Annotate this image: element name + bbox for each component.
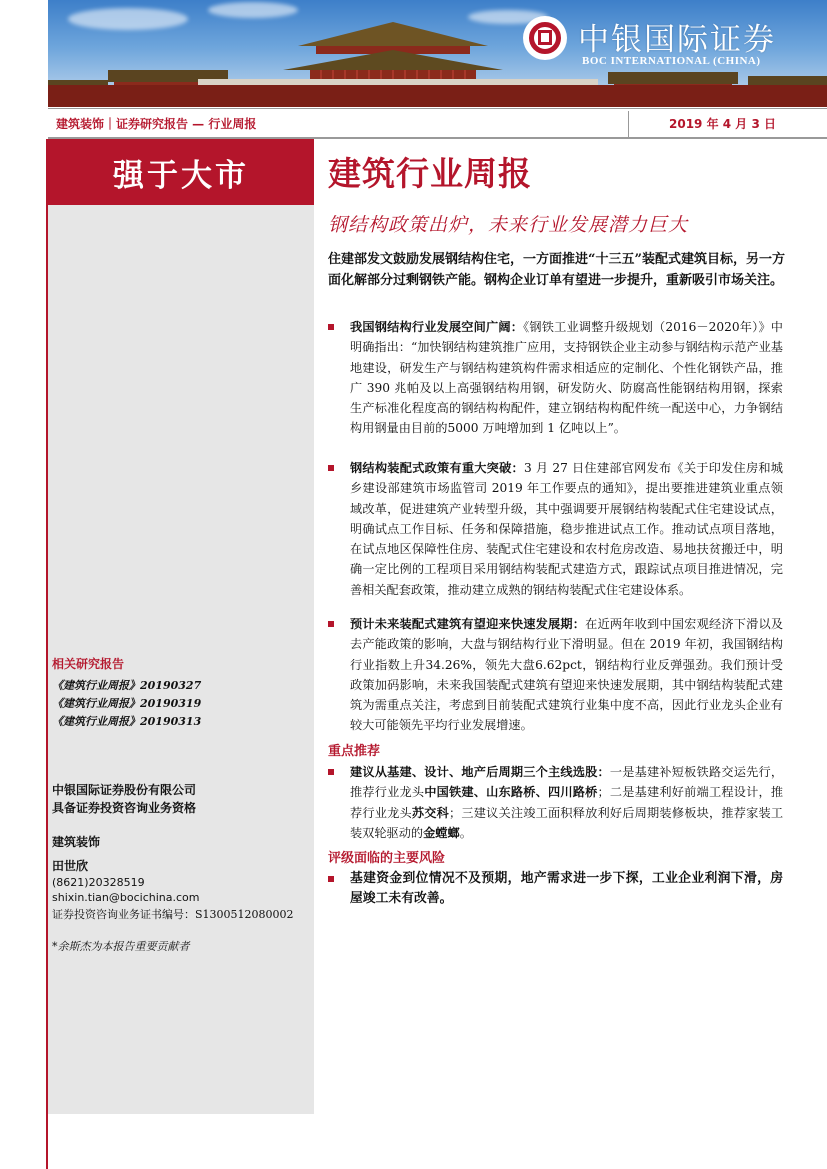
analyst-name: 田世欣	[52, 859, 89, 873]
risk-item	[328, 869, 783, 910]
bullet-square-icon	[328, 876, 334, 882]
bullet-item	[328, 458, 783, 600]
bullet-item	[328, 614, 783, 736]
bullet-square-icon	[328, 621, 334, 627]
breadcrumb: 建筑装饰｜证券研究报告 — 行业周报	[56, 117, 257, 131]
bullet-text: 3 月 27 日住建部官网发布《关于印发住房和城乡建设部建筑市场监管司 2019 年工作要点的通知》，提出要推进建筑业重点领域改革，促进建筑产业转型升级，其中强调要开展钢结构装配式住宅建设试点，明确试点工作目标、任务和保障措施，稳步推进试点工作。推动试点项目落地，在试点地区保障性住房、装配式住宅建设和农村危房改造、易地扶贫搬迁中，明确一定比例的工程项目采用钢结构装配式建造方式，跟踪试点项目推进情况，完善相关配套政策，推动建立成熟的钢结构装配式住宅建设体系。	[350, 461, 783, 597]
analyst-phone: (8621)20328519	[52, 876, 145, 889]
bullet-text: 《钢铁工业调整升级规划（2016－2020年）》中明确指出：“加快钢结构建筑推广应用，支持钢铁企业主动参与钢结构示范产业基地建设，研发生产与钢结构建筑构件需求相适应的定制化、个性化钢铁产品，推广 390 兆帕及以上高强钢结构用钢，研发防火、防腐高性能钢结构用钢，探索生产标准化程度高的钢结构构配件，建立钢结构构配件统一配送中心，力争钢结构用钢量由目前的5000 万吨增加到 1 亿吨以上”。	[350, 320, 783, 436]
company-qualification: 具备证券投资咨询业务资格	[52, 801, 197, 815]
report-title: 建筑行业周报	[328, 154, 532, 193]
palace-roof-lower	[283, 50, 503, 70]
left-sidebar	[48, 139, 314, 1114]
recommend-title: 重点推荐	[328, 744, 381, 759]
bullet-square-icon	[328, 769, 334, 775]
intro-paragraph: 住建部发文鼓励发展钢结构住宅，一方面推进“十三五”装配式建筑目标，另一方面化解部分过剩钢铁产能。钢构企业订单有望进一步提升，重新吸引市场关注。	[328, 252, 785, 288]
bullet-heading: 我国钢结构行业发展空间广阔：	[350, 320, 524, 334]
red-wall	[48, 85, 827, 107]
sector-name: 建筑装饰	[52, 835, 101, 849]
report-subtitle: 钢结构政策出炉，未来行业发展潜力巨大	[328, 214, 689, 236]
bullet-item	[328, 317, 783, 439]
logo-cn-text: 中银国际证券	[578, 22, 776, 58]
bullet-square-icon	[328, 324, 334, 330]
date-box	[628, 111, 827, 137]
recommend-text: 一是基建补短板铁路交运先行，推荐行业龙头	[350, 765, 784, 800]
boc-logo-icon	[523, 16, 567, 60]
recommend-item	[328, 762, 783, 843]
risk-text: 基建资金到位情况不及预期，地产需求进一步下探，工业企业利润下滑，房屋竣工未有改善。	[350, 871, 783, 907]
recommend-text: 。	[459, 825, 472, 840]
recommend-stocks-3: 金螳螂	[423, 825, 460, 840]
recommend-text: ；二是基建利好前端工程设计，推荐行业龙头	[350, 785, 784, 820]
palace-roof-upper	[298, 22, 488, 46]
recommend-heading: 建议从基建、设计、地产后周期三个主线选股：	[350, 765, 610, 779]
recommend-stocks-2: 苏交科	[411, 805, 450, 820]
analyst-email[interactable]: shixin.tian@bocichina.com	[52, 891, 200, 904]
related-report-item[interactable]: 《建筑行业周报》20190327	[52, 679, 202, 692]
related-report-item[interactable]: 《建筑行业周报》20190313	[52, 715, 202, 728]
bullet-square-icon	[328, 465, 334, 471]
related-report-item[interactable]: 《建筑行业周报》20190319	[52, 697, 202, 710]
company-name: 中银国际证券股份有限公司	[52, 783, 197, 797]
bullet-text: 在近两年收到中国宏观经济下滑以及去产能政策的影响，大盘与钢结构行业下滑明显。但在 2019 年初，我国钢结构行业指数上升34.26%，领先大盘6.62pct，钢结构行业反弹强劲。我们预计受政策加码影响，未来我国装配式建筑有望迎来快速发展期，其中钢结构装配式建筑为需重点关注，考虑到目前装配式建筑行业集中度不高，因此行业龙头企业有较大可能领先平均行业发展增速。	[350, 617, 784, 733]
bullet-heading: 钢结构装配式政策有重大突破：	[350, 461, 524, 475]
risk-title: 评级面临的主要风险	[328, 851, 446, 866]
analyst-cert: 证券投资咨询业务证书编号：S1300512080002	[52, 908, 294, 921]
related-reports-title: 相关研究报告	[52, 657, 125, 671]
recommend-text: ；三建议关注竣工面积释放利好后周期装修板块，推荐家装工装双轮驱动的	[350, 805, 784, 840]
contributor-note: *余斯杰为本报告重要贡献者	[52, 940, 190, 953]
recommend-stocks-1: 中国铁建、山东路桥、四川路桥	[424, 785, 598, 800]
rating-box	[48, 139, 314, 205]
logo-en-text: BOC INTERNATIONAL (CHINA)	[582, 55, 761, 67]
rating-text: 强于大市	[113, 157, 249, 194]
bullet-heading: 预计未来装配式建筑有望迎来快速发展期：	[350, 617, 586, 631]
report-date: 2019 年 4 月 3 日	[669, 117, 776, 131]
